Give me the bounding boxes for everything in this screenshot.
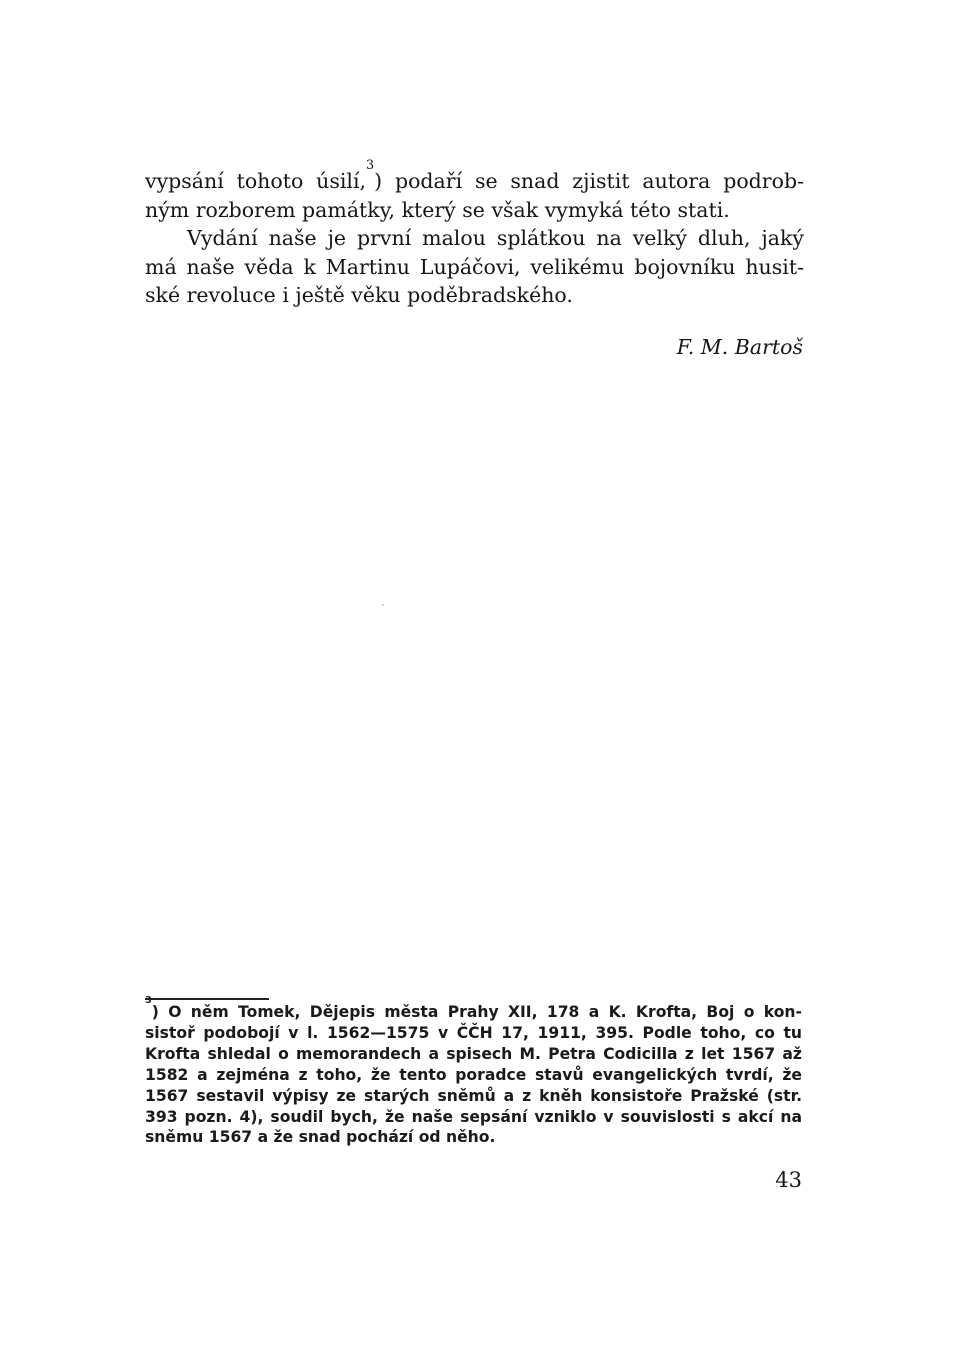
footnote-line-6: 393 pozn. 4), soudil bych, že naše sepsání vzniklo v souvislosti s akcí na	[145, 1107, 802, 1126]
footnote-line-4: 1582 a zejména z toho, že tento poradce stavů evangelických tvrdí, že	[145, 1065, 802, 1084]
author-signature: F. M. Bartoš	[676, 335, 803, 359]
footnote-line-2: sistoř podobojí v l. 1562—1575 v ČČH 17, 1911, 395. Podle toho, co tu	[145, 1023, 802, 1042]
text-line-4: má naše věda k Martinu Lupáčovi, velikému bojovníku husit-	[145, 254, 804, 279]
footnote-reference: 3	[366, 157, 375, 173]
scan-speck	[382, 604, 384, 606]
footnote-number: 3	[145, 994, 152, 1006]
footnote-line-1: $^3$) O něm Tomek, Dějepis města Prahy XII, 178 a K. Krofta, Boj o kon-	[145, 994, 802, 1021]
footnote-line-7: sněmu 1567 a že snad pochází od něho.	[145, 1128, 496, 1147]
text-line-1: vypsání tohoto úsilí,$^3$) podaří se snad zjistit autora podrob-	[145, 157, 804, 193]
text-line-2: ným rozborem památky, který se však vymyká této stati.	[145, 197, 730, 222]
footnote-divider	[145, 998, 269, 1000]
footnote	[145, 994, 802, 1148]
main-text	[145, 157, 804, 310]
footnote-line-3: Krofta shledal o memorandech a spisech M. Petra Codicilla z let 1567 až	[145, 1044, 802, 1063]
page-number: 43	[775, 1168, 802, 1192]
text-line-3: Vydání naše je první malou splátkou na velký dluh, jaký	[187, 226, 804, 251]
footnote-line-5: 1567 sestavil výpisy ze starých sněmů a z kněh konsistoře Pražské (str.	[145, 1086, 802, 1105]
text-line-5: ské revoluce i ještě věku poděbradského.	[145, 283, 573, 308]
